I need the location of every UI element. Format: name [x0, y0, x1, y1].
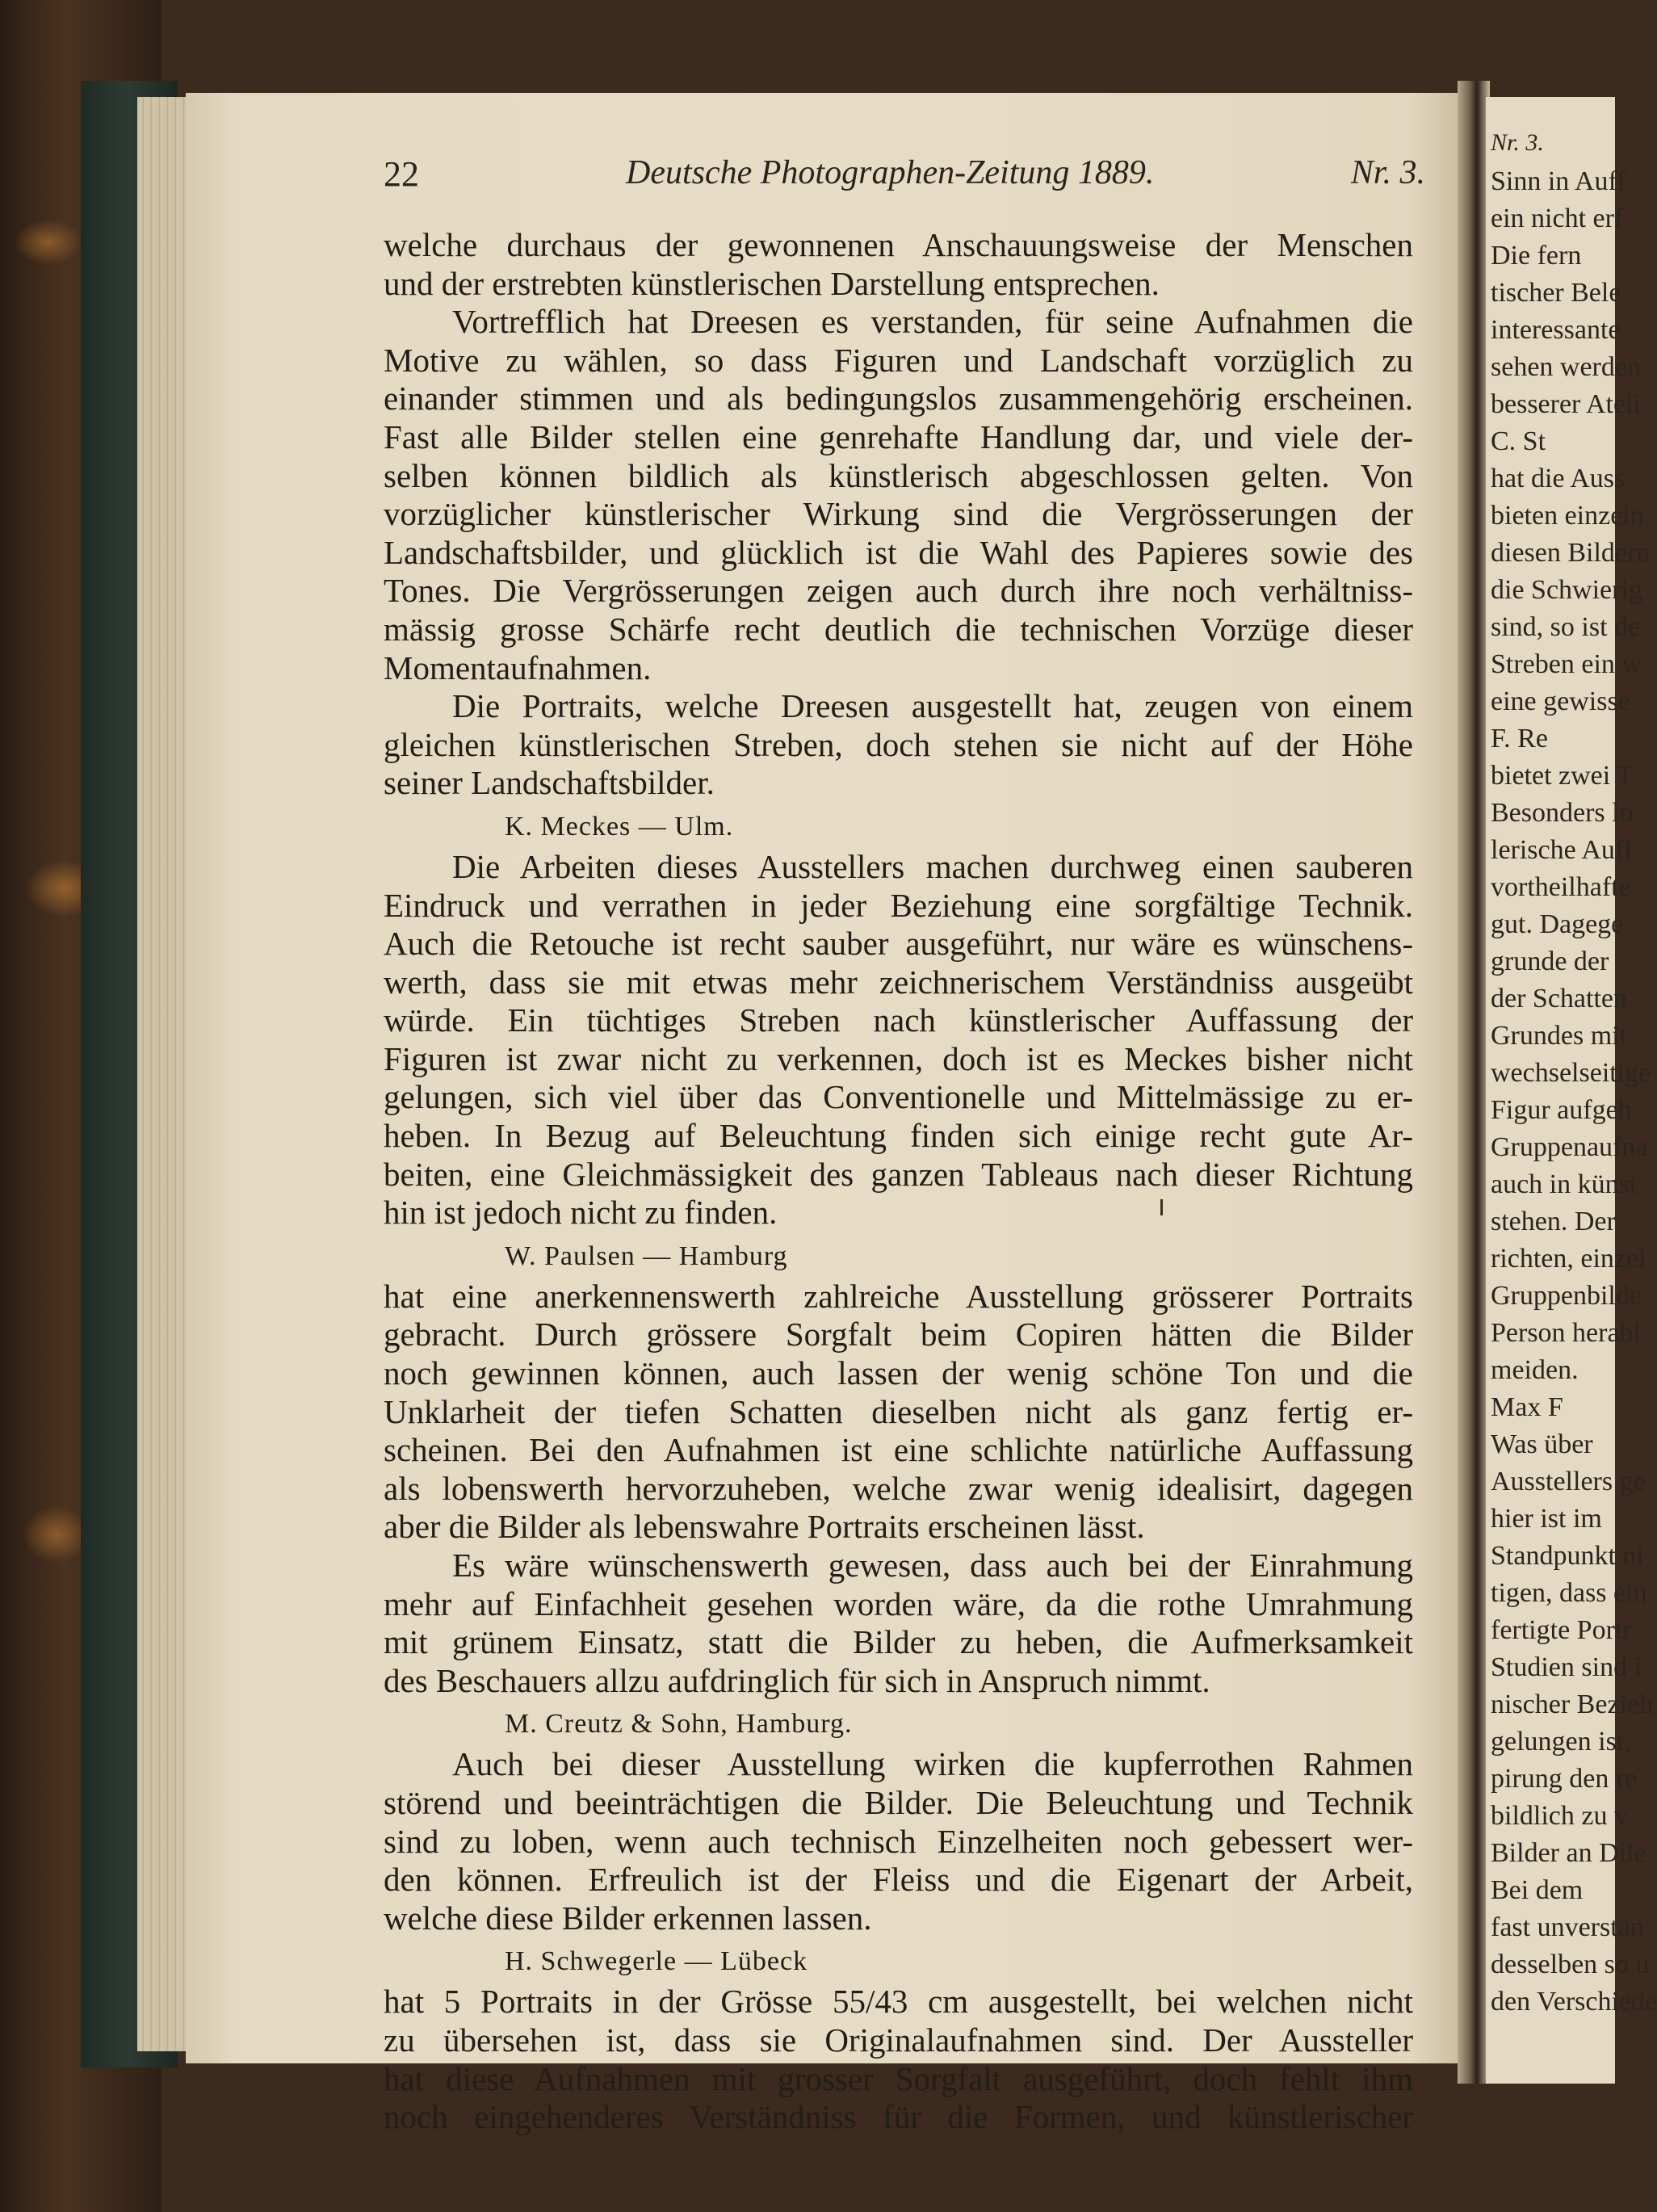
text-line: mässig grosse Schärfe recht deutlich die technischen Vorzüge dieser — [384, 610, 1413, 648]
next-page-text-fragment: fast unverstän — [1491, 1912, 1644, 1942]
next-page-text-fragment: der Schatten — [1491, 984, 1627, 1014]
text-line: sind zu loben, wenn auch technisch Einzelheiten noch gebessert wer- — [384, 1822, 1413, 1860]
next-page-text-fragment: besserer Ateli — [1491, 389, 1641, 419]
text-line: hat 5 Portraits in der Grösse 55/43 cm ausgestellt, bei welchen nicht — [384, 1983, 1413, 2021]
text-line: aber die Bilder als lebenswahre Portraits erscheinen lässt. — [384, 1508, 1145, 1546]
text-line: störend und beeinträchtigen die Bilder. Die Beleuchtung und Technik — [384, 1783, 1413, 1821]
next-page-text-fragment: auch in künst — [1491, 1169, 1638, 1199]
text-line: Tones. Die Vergrösserungen zeigen auch durch ihre noch verhältniss- — [384, 572, 1413, 610]
text-line: heben. In Bezug auf Beleuchtung finden sich einige recht gute Ar- — [384, 1117, 1413, 1155]
text-line: Momentaufnahmen. — [384, 648, 652, 686]
text-line: werth, dass sie mit etwas mehr zeichnerischem Verständniss ausgeübt — [384, 963, 1413, 1001]
text-line: Eindruck und verrathen in jeder Beziehung eine sorgfältige Technik. — [384, 886, 1413, 924]
next-page-text-fragment: C. St — [1491, 426, 1546, 456]
text-line: selben können bildlich als künstlerisch abgeschlossen gelten. Von — [384, 456, 1413, 494]
text-line: den können. Erfreulich ist der Fleiss und die Eigenart der Arbeit, — [384, 1861, 1413, 1899]
text-line: Die Portraits, welche Dreesen ausgestellt hat, zeugen von einem — [452, 687, 1413, 725]
text-line: einander stimmen und als bedingungslos zusammengehörig erscheinen. — [384, 380, 1413, 418]
text-line: Landschaftsbilder, und glücklich ist die Wahl des Papieres sowie des — [384, 533, 1413, 571]
text-line: und der erstrebten künstlerischen Darstellung entsprechen. — [384, 264, 1160, 302]
text-line: Vortrefflich hat Dreesen es verstanden, für seine Aufnahmen die — [452, 303, 1413, 341]
next-page-text-fragment: grunde der — [1491, 947, 1609, 976]
next-page-text-fragment: Figur aufgeh — [1491, 1095, 1632, 1125]
text-line: würde. Ein tüchtiges Streben nach künstlerischer Auffassung der — [384, 1001, 1413, 1039]
issue-number: Nr. 3. — [1350, 154, 1425, 191]
next-page-text-fragment: fertigte Portr — [1491, 1615, 1632, 1645]
next-page-text-fragment: bildlich zu v — [1491, 1801, 1628, 1831]
right-page-fragment — [1486, 97, 1657, 2084]
text-line: vorzüglicher künstlerischer Wirkung sind die Vergrösserungen der — [384, 495, 1413, 533]
next-page-text-fragment: Nr. 3. — [1491, 129, 1544, 156]
next-page-text-fragment: gut. Dagege — [1491, 909, 1624, 939]
next-page-text-fragment: Studien sind i — [1491, 1652, 1642, 1682]
next-page-text-fragment: desselben so u — [1491, 1950, 1650, 1979]
text-line: Figuren ist zwar nicht zu verkennen, doch ist es Meckes bisher nicht — [384, 1039, 1413, 1077]
next-page-text-fragment: Die fern — [1491, 241, 1582, 271]
text-line: seiner Landschaftsbilder. — [384, 764, 715, 802]
text-line: hin ist jedoch nicht zu finden. — [384, 1194, 778, 1232]
text-line: gelungen, sich viel über das Conventionelle und Mittelmässige zu er- — [384, 1078, 1413, 1116]
next-page-text-fragment: F. Re — [1491, 724, 1548, 753]
next-page-text-fragment: tischer Bele — [1491, 278, 1621, 308]
next-page-text-fragment: die Schwierig — [1491, 575, 1642, 605]
ink-mark — [1160, 1199, 1163, 1215]
text-line: noch gewinnen können, auch lassen der wenig schöne Ton und die — [384, 1354, 1413, 1392]
next-page-text-fragment: Standpunkt ni — [1491, 1541, 1644, 1571]
text-line: Die Arbeiten dieses Ausstellers machen durchweg einen sauberen — [452, 847, 1413, 885]
text-line: welche diese Bilder erkennen lassen. — [384, 1899, 872, 1937]
next-page-text-fragment: richten, einzel — [1491, 1244, 1647, 1274]
text-line: Auch die Retouche ist recht sauber ausgeführt, nur wäre es wünschens- — [384, 925, 1413, 963]
next-page-text-fragment: bietet zwei T — [1491, 761, 1634, 791]
next-page-text-fragment: den Verschiede — [1491, 1987, 1657, 2017]
text-line: beiten, eine Gleichmässigkeit des ganzen Tableaus nach dieser Richtung — [384, 1155, 1413, 1193]
next-page-text-fragment: lerische Auff — [1491, 835, 1633, 865]
next-page-text-fragment: diesen Bildern — [1491, 538, 1651, 568]
text-line: Es wäre wünschenswerth gewesen, dass auch bei der Einrahmung — [452, 1547, 1413, 1584]
article-body — [384, 226, 1413, 2137]
text-line: mehr auf Einfachheit gesehen worden wäre, da die rothe Umrahmung — [384, 1584, 1413, 1622]
text-line: des Beschauers allzu aufdringlich für sich in Anspruch nimmt. — [384, 1661, 1210, 1699]
exhibitor-heading: K. Meckes — Ulm. — [505, 811, 734, 842]
exhibitor-heading: H. Schwegerle — Lübeck — [505, 1946, 808, 1977]
text-line: als lobenswerth hervorzuheben, welche zwar wenig idealisirt, dagegen — [384, 1469, 1413, 1507]
next-page-text-fragment: interessante — [1491, 315, 1621, 345]
text-line: gebracht. Durch grössere Sorgfalt beim Copiren hätten die Bilder — [384, 1316, 1413, 1354]
text-line: Fast alle Bilder stellen eine genrehafte Handlung dar, und viele der- — [384, 418, 1413, 455]
exhibitor-heading: M. Creutz & Sohn, Hamburg. — [505, 1709, 853, 1740]
next-page-text-fragment: Besonders lo — [1491, 798, 1634, 828]
next-page-text-fragment: vortheilhafte — [1491, 872, 1631, 902]
next-page-text-fragment: hier ist im — [1491, 1504, 1602, 1534]
next-page-text-fragment: bieten einzeln — [1491, 501, 1644, 531]
next-page-text-fragment: stehen. Der — [1491, 1207, 1616, 1236]
next-page-text-fragment: nischer Bezieh — [1491, 1689, 1654, 1719]
book-gutter — [1458, 81, 1490, 2084]
text-line: Unklarheit der tiefen Schatten dieselben nicht als ganz fertig er- — [384, 1392, 1413, 1430]
text-line: Motive zu wählen, so dass Figuren und Landschaft vorzüglich zu — [384, 341, 1413, 379]
next-page-text-fragment: Grundes mit — [1491, 1021, 1628, 1051]
text-line: noch eingehenderes Verständniss für die Formen, und künstlerischer — [384, 2098, 1413, 2136]
exhibitor-heading: W. Paulsen — Hamburg — [505, 1240, 788, 1271]
next-page-text-fragment: pirung den re — [1491, 1764, 1638, 1794]
next-page-text-fragment: gelungen ist, — [1491, 1727, 1631, 1757]
next-page-text-fragment: hat die Auss — [1491, 464, 1626, 493]
running-title: Deutsche Photographen-Zeitung 1889. — [626, 154, 1155, 191]
next-page-text-fragment: Streben ein w — [1491, 649, 1642, 679]
next-page-text-fragment: tigen, dass ein — [1491, 1578, 1647, 1608]
next-page-text-fragment: Gruppenaufna — [1491, 1132, 1648, 1162]
text-line: welche durchaus der gewonnenen Anschauungsweise der Menschen — [384, 226, 1413, 263]
text-line: Auch bei dieser Ausstellung wirken die kupferrothen Rahmen — [452, 1745, 1413, 1783]
text-line: mit grünem Einsatz, statt die Bilder zu heben, die Aufmerksamkeit — [384, 1623, 1413, 1661]
next-page-text-fragment: Bei dem — [1491, 1875, 1584, 1905]
text-line: gleichen künstlerischen Streben, doch stehen sie nicht auf der Höhe — [384, 725, 1413, 763]
next-page-text-fragment: Gruppenbilde — [1491, 1281, 1642, 1311]
next-page-text-fragment: Person herabl — [1491, 1318, 1642, 1348]
next-page-text-fragment: Was über — [1491, 1429, 1593, 1459]
next-page-text-fragment: Sinn in Auff — [1491, 166, 1626, 196]
text-line: hat diese Aufnahmen mit grosser Sorgfalt ausgeführt, doch fehlt ihm — [384, 2059, 1413, 2097]
next-page-text-fragment: Ausstellers ge — [1491, 1467, 1646, 1496]
next-page-text-fragment: wechselseitige — [1491, 1058, 1651, 1088]
next-page-text-fragment: eine gewisse — [1491, 686, 1630, 716]
next-page-text-fragment: Bilder an Dile — [1491, 1838, 1647, 1868]
text-line: scheinen. Bei den Aufnahmen ist eine schlichte natürliche Auffassung — [384, 1431, 1413, 1469]
text-line: zu übersehen ist, dass sie Originalaufnahmen sind. Der Aussteller — [384, 2021, 1413, 2059]
next-page-text-fragment: ein nicht erf — [1491, 204, 1624, 233]
next-page-text-fragment: sind, so ist de — [1491, 612, 1641, 642]
next-page-text-fragment: meiden. — [1491, 1355, 1579, 1385]
page-number: 22 — [384, 154, 419, 194]
next-page-text-fragment: Max F — [1491, 1392, 1563, 1422]
next-page-text-fragment: sehen werden — [1491, 352, 1641, 382]
text-line: hat eine anerkennenswerth zahlreiche Ausstellung grösserer Portraits — [384, 1277, 1413, 1315]
page-header — [384, 153, 1425, 202]
